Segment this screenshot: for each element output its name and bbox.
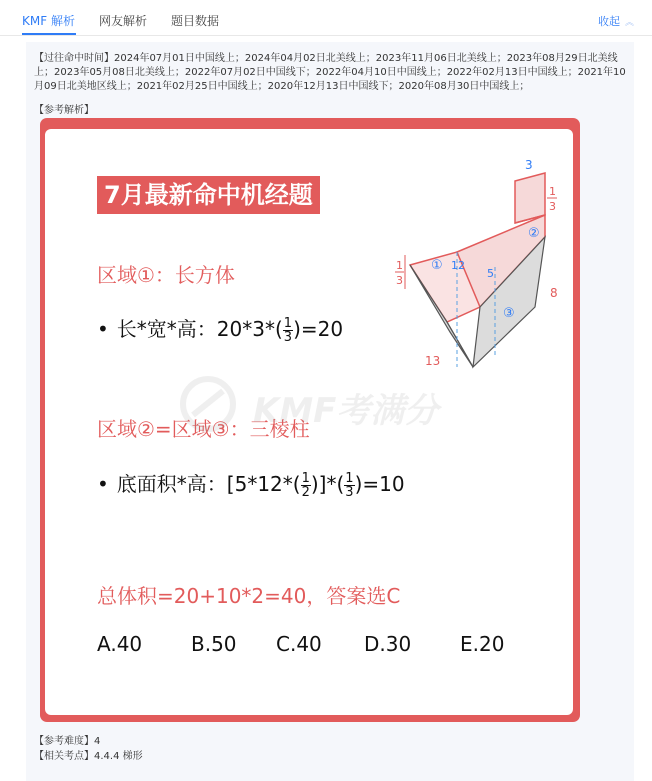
sketch-label-8: 8	[550, 286, 558, 300]
sketch-region1: ①	[431, 258, 443, 273]
reference-analysis-label: 【参考解析】	[34, 105, 94, 116]
option-a: A.40	[97, 632, 143, 656]
region23-title: 区域②=区域③：三棱柱	[97, 417, 310, 441]
fraction: $\frac{1}{3}$	[345, 471, 354, 500]
geometry-sketch	[395, 157, 560, 392]
sketch-region2: ②	[528, 226, 540, 241]
solution-card	[45, 129, 573, 715]
difficulty-line: 【参考难度】4	[34, 736, 101, 747]
tab-question-data[interactable]: 题目数据	[171, 14, 220, 28]
headline-banner: 7月最新命中机经题	[97, 176, 320, 214]
history-hit-times: 【过往命中时间】2024年07月01日中国线上；2024年04月02日北美线上；2023年11月06日北美线上；2023年08月29日北美线上；2023年05月08日北美线上；2022年07月02日中国线下；2022年04月10日中国线上；2022年02月13日中国线上；2021年10月09日北美地区线上；2021年02月25日中国线上；2020年12月13日中国线下；2020年08月30日中国线上；	[34, 53, 626, 92]
region1-title: 区域①：长方体	[97, 263, 235, 287]
bullet-icon: •	[97, 317, 109, 341]
sketch-label-13: 13	[425, 354, 441, 368]
tab-user-analysis[interactable]: 网友解析	[99, 14, 148, 28]
sketch-label-left-den: 3	[396, 274, 403, 287]
fraction: $\frac{1}{3}$	[283, 316, 293, 345]
topic-line: 【相关考点】4.4.4 梯形	[34, 751, 143, 762]
sketch-label-left-num: 1	[396, 259, 403, 272]
option-d: D.30	[364, 632, 412, 656]
tab-bar	[0, 0, 652, 36]
active-tab-indicator	[22, 33, 76, 35]
sketch-label-right-den: 3	[549, 200, 556, 213]
region23-formula: • 底面积*高：[5*12*( $\frac{1}{2}$ )]*( $\frac{1}{3}$ )=10	[97, 471, 405, 500]
fraction: $\frac{1}{2}$	[301, 471, 310, 500]
total-volume-answer: 总体积=20+10*2=40，答案选C	[97, 584, 401, 608]
option-b: B.50	[191, 632, 237, 656]
collapse-label: 收起	[597, 15, 620, 28]
sketch-label-right-num: 1	[549, 185, 556, 198]
watermark: KMF考满分	[165, 369, 475, 441]
sketch-label-top: 3	[525, 158, 533, 172]
collapse-button[interactable]	[598, 13, 634, 29]
sketch-label-12: 12	[451, 259, 465, 272]
bullet-icon: •	[97, 472, 109, 496]
sketch-label-5: 5	[487, 267, 494, 280]
analysis-panel	[26, 42, 634, 781]
chevron-up-icon: ︽	[624, 18, 634, 28]
sketch-region3: ③	[503, 306, 515, 321]
solution-image	[40, 118, 580, 722]
option-e: E.20	[460, 632, 505, 656]
option-c: C.40	[276, 632, 322, 656]
region1-formula: • 长*宽*高：20*3*( $\frac{1}{3}$ )=20	[97, 316, 344, 345]
tab-kmf-analysis[interactable]: KMF 解析	[22, 14, 75, 28]
